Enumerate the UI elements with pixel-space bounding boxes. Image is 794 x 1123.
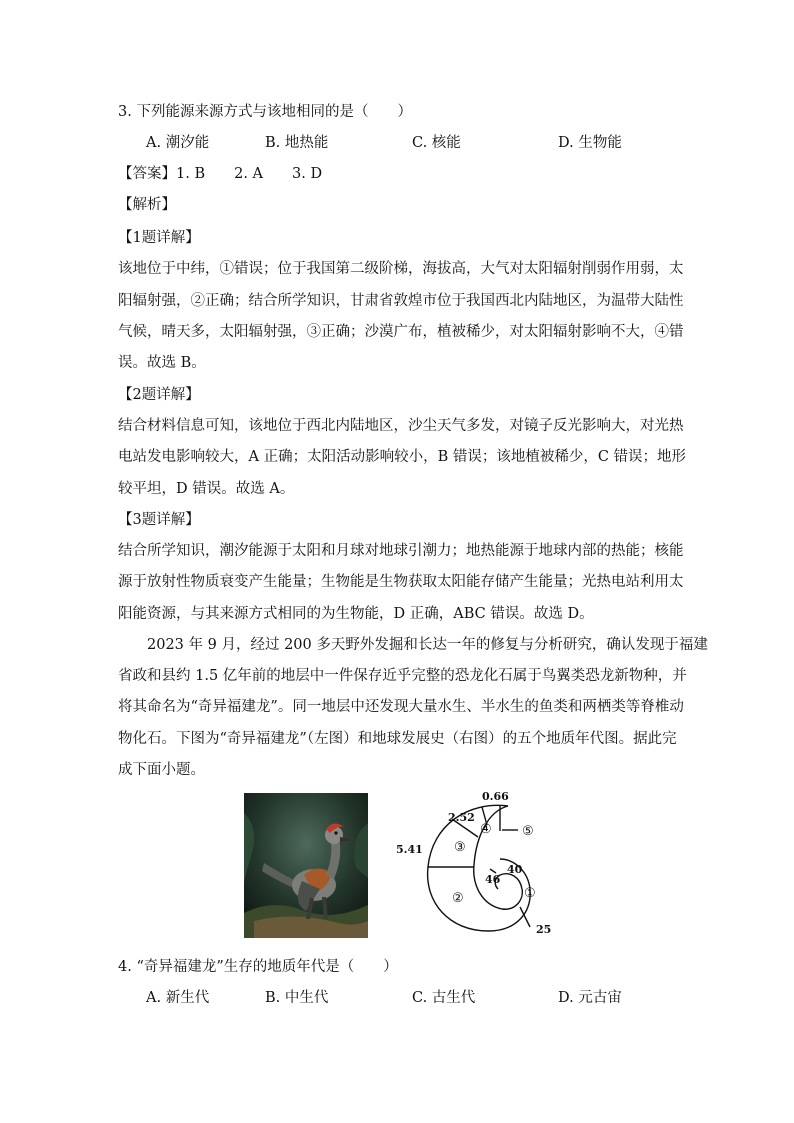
detail-1-title: 【1题详解】 [118,230,200,246]
question-4-stem: 4. “奇异福建龙”生存的地质年代是（ ） [118,959,398,975]
detail-2-line: 较平坦，D 错误。故选 A。 [118,481,295,497]
q3-option-a: A. 潮汐能 [146,135,210,151]
fujianvenator-illustration [244,793,368,938]
q3-option-b: B. 地热能 [265,135,329,151]
q3-option-c: C. 核能 [412,135,461,151]
dinosaur-image [244,793,368,938]
material-line: 2023 年 9 月，经过 200 多天野外发掘和长达一年的修复与分析研究，确认发现于福建 [118,637,708,653]
q4-option-b: B. 中生代 [265,990,329,1006]
era-3-marker: ③ [454,840,466,855]
detail-2-line: 电站发电影响较大，A 正确；太阳活动影响较小，B 错误；该地植被稀少，C 错误；地形 [118,449,687,465]
geologic-time-spiral-diagram [390,785,580,940]
detail-1-line: 该地位于中纬，①错误；位于我国第二级阶梯，海拔高，大气对太阳辐射削弱作用弱，太 [118,261,684,277]
q4-option-c: C. 古生代 [412,990,476,1006]
q4-option-a: A. 新生代 [146,990,210,1006]
era-2-marker: ② [452,891,464,906]
detail-1-line: 阳辐射强，②正确；结合所学知识，甘肃省敦煌市位于我国西北内陆地区，为温带大陆性 [118,293,684,309]
detail-3-line: 结合所学知识，潮汐能源于太阳和月球对地球引潮力；地热能源于地球内部的热能；核能 [118,543,684,559]
material-line: 省政和县约 1.5 亿年前的地层中一件保存近乎完整的恐龙化石属于鸟翼类恐龙新物种，并 [118,668,687,684]
analysis-label: 【解析】 [118,197,176,213]
material-line: 物化石。下图为“奇异福建龙”（左图）和地球发展史（右图）的五个地质年代图。据此完 [118,731,677,747]
era-4-marker: ④ [480,822,492,837]
answer-line: 【答案】1. B 2. A 3. D [118,166,323,182]
material-line: 将其命名为“奇异福建龙”。同一地层中还发现大量水生、半水生的鱼类和两栖类等脊椎动 [118,699,684,715]
label-5-41: 5.41 [396,843,423,856]
detail-1-line: 误。故选 B。 [118,355,206,371]
q3-option-d: D. 生物能 [558,135,622,151]
detail-1-line: 气候，晴天多，太阳辐射强，③正确；沙漠广布，植被稀少，对太阳辐射影响不大，④错 [118,324,684,340]
era-1-marker: ① [524,886,536,901]
label-40: 40 [507,863,523,876]
question-3-stem: 3. 下列能源来源方式与该地相同的是（ ） [118,104,412,120]
detail-3-line: 阳能资源，与其来源方式相同的为生物能，D 正确，ABC 错误。故选 D。 [118,606,594,622]
detail-3-line: 源于放射性物质衰变产生能量；生物能是生物获取太阳能存储产生能量；光热电站利用太 [118,574,684,590]
detail-2-line: 结合材料信息可知，该地位于西北内陆地区，沙尘天气多发，对镜子反光影响大，对光热 [118,418,684,434]
detail-2-title: 【2题详解】 [118,387,200,403]
label-46: 46 [485,873,501,886]
material-line: 成下面小题。 [118,762,205,778]
era-5-marker: ⑤ [522,824,534,839]
label-2-52: 2.52 [448,811,475,824]
q4-option-d: D. 元古宙 [558,990,622,1006]
spiral-diagram [390,785,580,940]
label-0-66: 0.66 [482,790,509,803]
label-25: 25 [536,923,552,936]
detail-3-title: 【3题详解】 [118,512,200,528]
